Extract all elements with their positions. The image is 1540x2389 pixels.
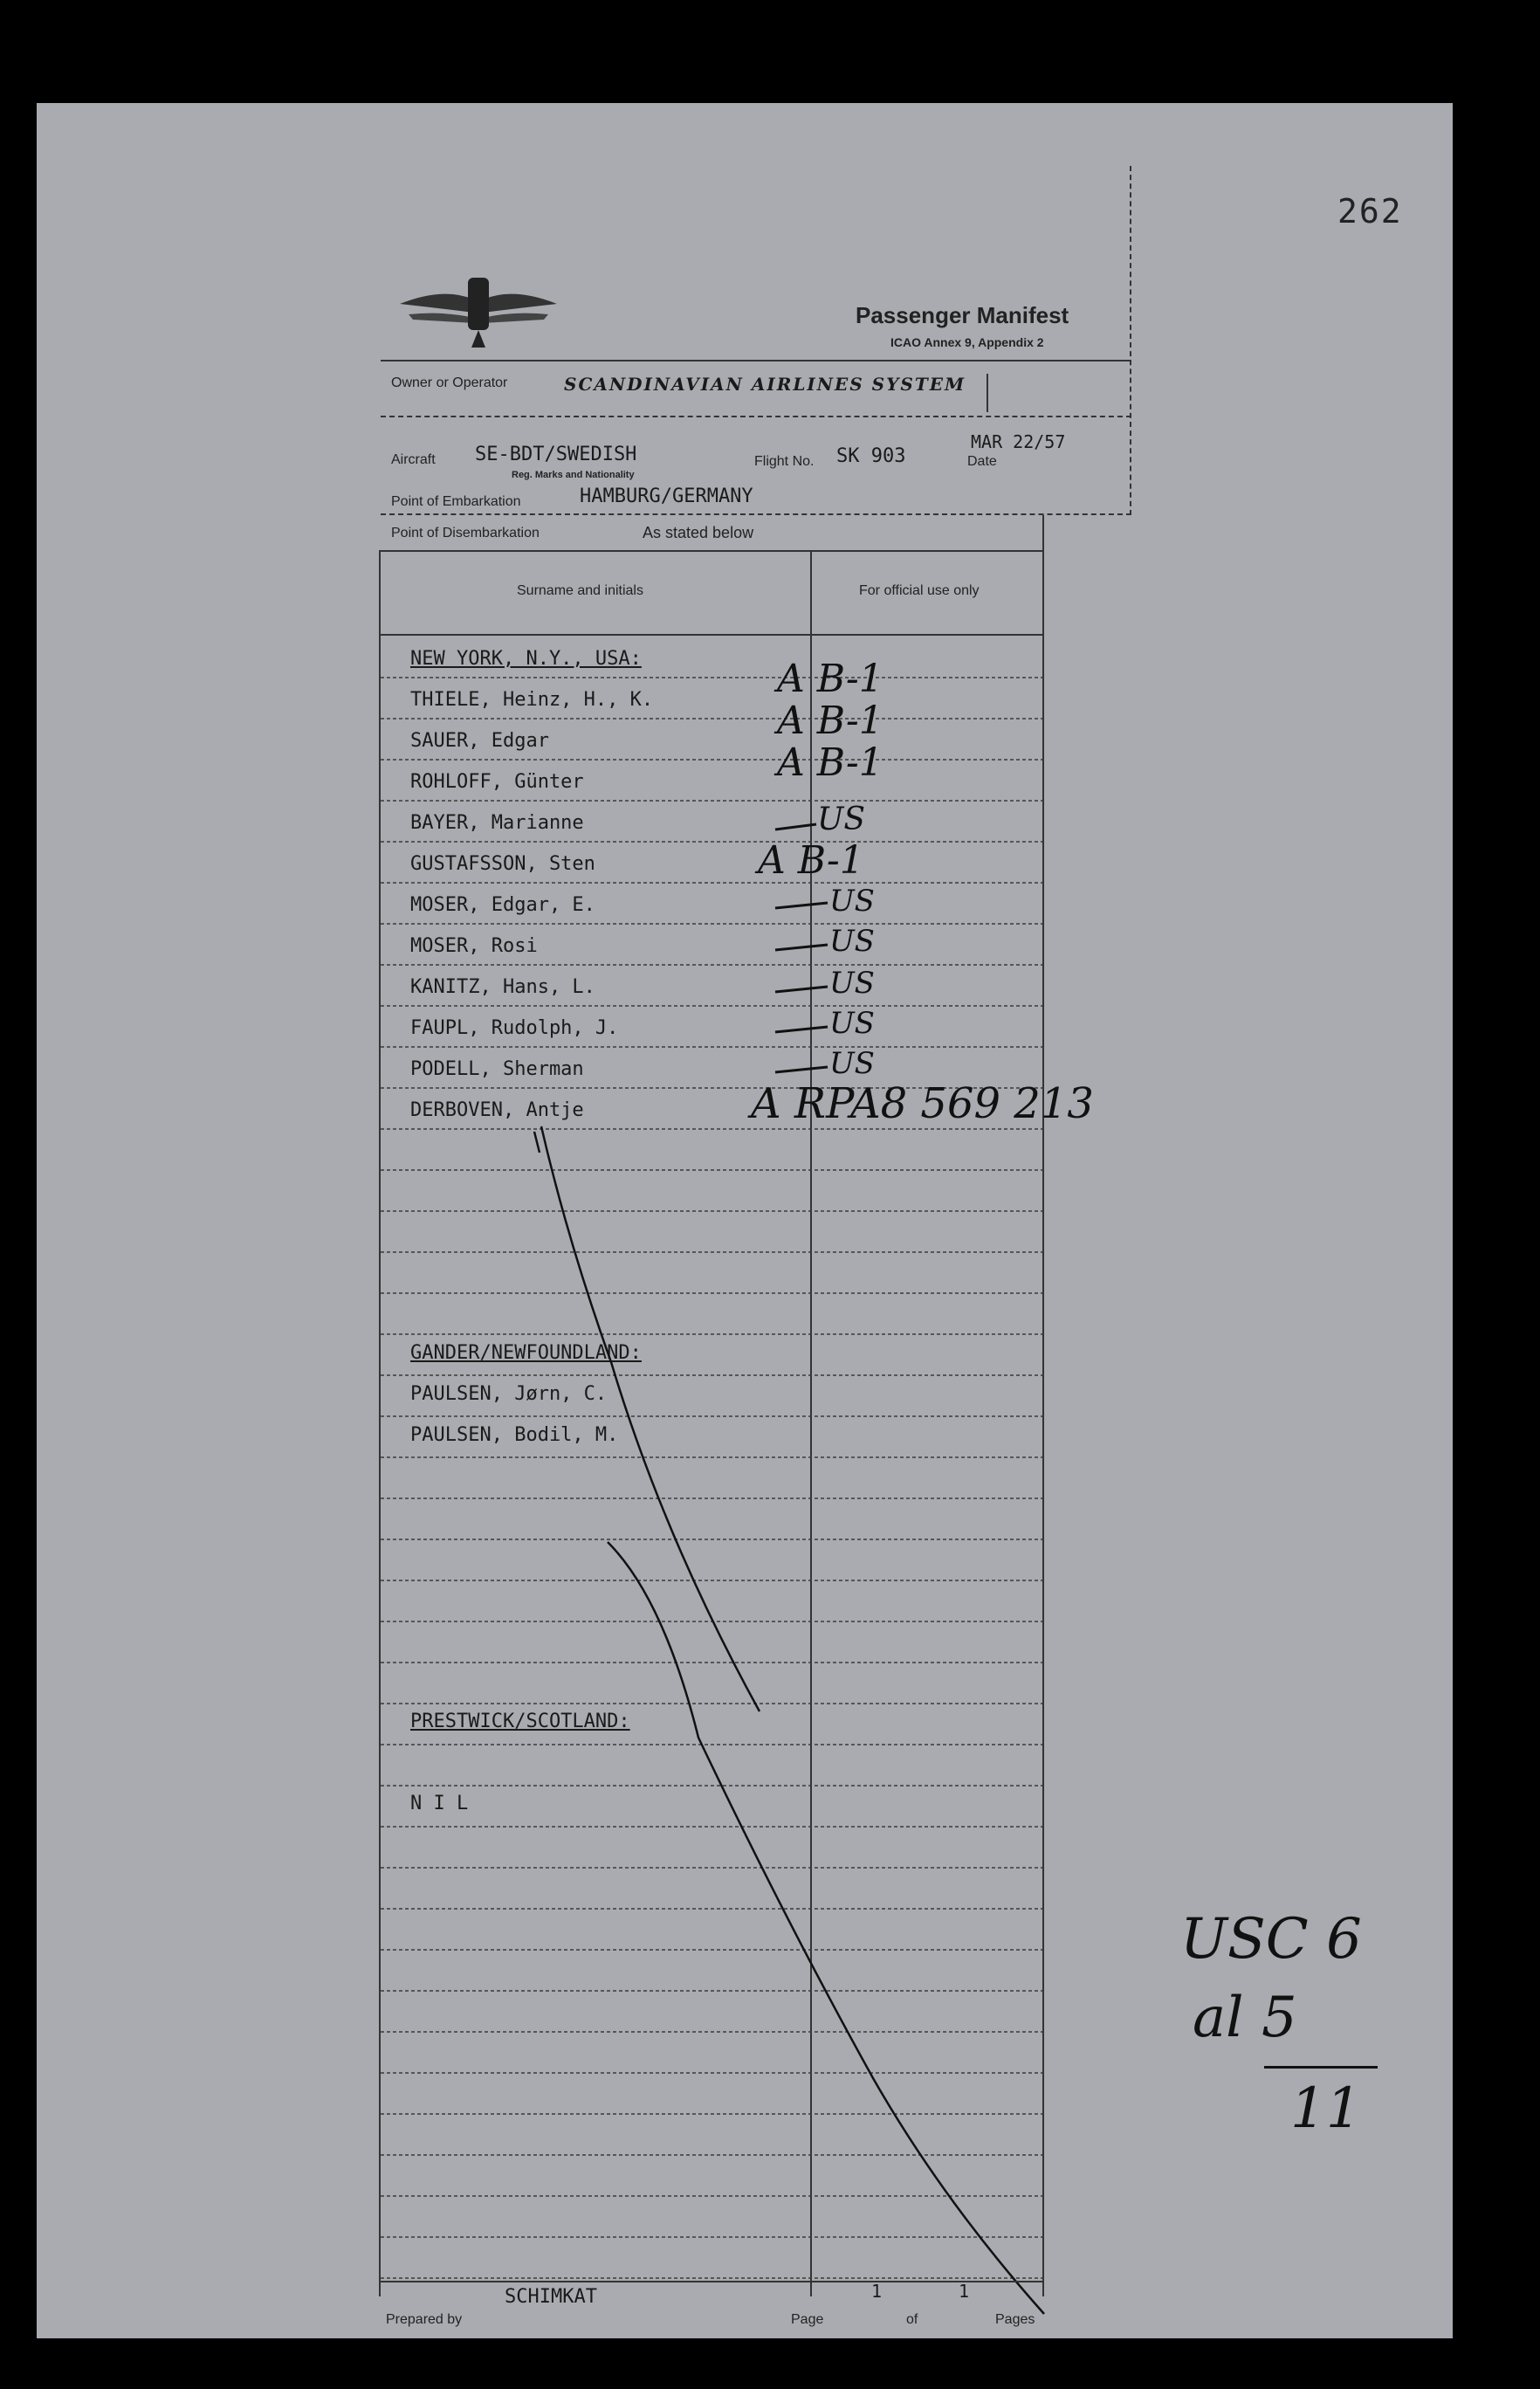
form-subtitle: ICAO Annex 9, Appendix 2 [890,335,1044,349]
col-header-surname: Surname and initials [517,583,643,598]
col-header-official: For official use only [859,583,980,598]
section-heading-gander: GANDER/NEWFOUNDLAND: [410,1342,642,1364]
of-value: 1 [959,2281,970,2302]
passenger-row: FAUPL, Rudolph, J. [410,1017,619,1039]
aircraft-value: SE-BDT/SWEDISH [475,444,637,465]
passenger-row: GUSTAFSSON, Sten [410,853,595,875]
official-note: A B-1 [777,657,883,701]
margin-note-line3: 11 [1290,2076,1362,2141]
passenger-row: N I L [410,1793,469,1814]
passenger-row: KANITZ, Hans, L. [410,976,595,998]
passenger-row: ROHLOFF, Günter [410,771,584,793]
embark-label: Point of Embarkation [391,494,521,509]
aircraft-sublabel: Reg. Marks and Nationality [512,470,635,480]
aircraft-label: Aircraft [391,452,436,467]
date-value: MAR 22/57 [971,431,1066,452]
flight-value: SK 903 [836,445,906,467]
of-label: of [906,2312,918,2327]
margin-note-line2: al 5 [1193,1986,1297,2050]
owner-label: Owner or Operator [391,375,508,390]
disembark-label: Point of Disembarkation [391,526,540,540]
page-number-stamp: 262 [1337,192,1403,231]
passenger-row: SAUER, Edgar [410,730,549,752]
official-note: US [829,924,875,959]
official-note: US [829,884,875,919]
margin-note-divider [1264,2066,1378,2069]
official-note: A B-1 [777,740,883,785]
section-heading-prestwick: PRESTWICK/SCOTLAND: [410,1711,630,1732]
official-note: US [829,1046,875,1081]
margin-note-line1: USC 6 [1180,1907,1362,1972]
official-note: US [829,966,875,1001]
date-label: Date [967,454,997,469]
pages-label: Pages [995,2312,1035,2327]
disembark-value: As stated below [643,524,754,541]
page-label: Page [791,2312,824,2327]
official-note: A RPA8 569 213 [751,1079,1094,1128]
official-note: US [817,802,866,837]
section-heading-new-york: NEW YORK, N.Y., USA: [410,648,642,670]
footer-rule [381,2281,1044,2282]
flight-label: Flight No. [754,454,815,469]
page-value: 1 [871,2281,883,2302]
form-title: Passenger Manifest [856,302,1069,328]
passenger-row: MOSER, Edgar, E. [410,894,595,916]
official-note: A B-1 [758,838,864,883]
prepared-value: SCHIMKAT [505,2286,597,2308]
passenger-row: BAYER, Marianne [410,812,584,834]
passenger-row: PAULSEN, Bodil, M. [410,1424,619,1446]
passenger-row: THIELE, Heinz, H., K. [410,689,654,711]
passenger-row: PODELL, Sherman [410,1058,584,1080]
owner-value: SCANDINAVIAN AIRLINES SYSTEM [564,374,966,395]
official-note: A B-1 [777,699,883,743]
official-note: US [829,1006,875,1041]
passenger-row: MOSER, Rosi [410,935,538,957]
passenger-row: PAULSEN, Jørn, C. [410,1383,608,1405]
passenger-row: DERBOVEN, Antje [410,1099,584,1121]
prepared-label: Prepared by [386,2312,463,2327]
embark-value: HAMBURG/GERMANY [580,485,753,507]
